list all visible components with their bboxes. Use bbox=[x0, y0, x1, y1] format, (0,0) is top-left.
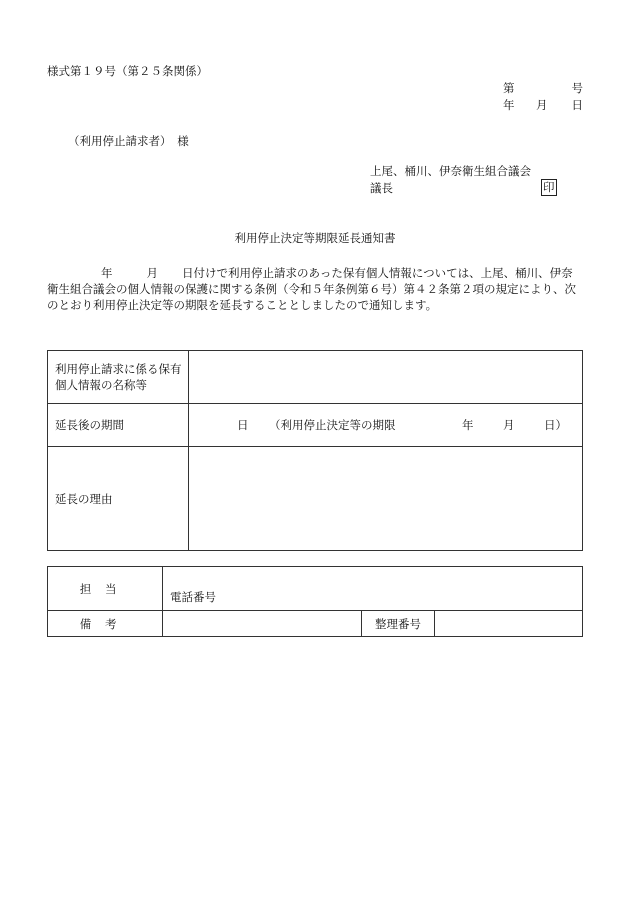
table-row bbox=[48, 611, 583, 637]
extended-period-label: 延長後の期間 bbox=[48, 404, 189, 447]
number-dai: 第 bbox=[503, 81, 515, 95]
number-go: 号 bbox=[571, 81, 583, 95]
date-year: 年 bbox=[503, 98, 515, 112]
body-month: 月 bbox=[146, 266, 158, 280]
form-number: 様式第１９号（第２５条関係） bbox=[47, 64, 208, 78]
addressee: （利用停止請求者） 様 bbox=[68, 134, 189, 148]
issuer-organization: 上尾、桶川、伊奈衛生組合議会 bbox=[370, 164, 531, 178]
extension-reason-value[interactable] bbox=[189, 447, 583, 551]
contact-table bbox=[47, 566, 583, 637]
period-day-end: 日） bbox=[544, 418, 567, 432]
table-row bbox=[48, 404, 583, 447]
phone-cell[interactable] bbox=[163, 567, 583, 611]
details-table bbox=[47, 350, 583, 551]
person-in-charge-label: 担当 bbox=[48, 567, 163, 611]
issuer-title: 議長 bbox=[370, 181, 393, 195]
reference-number-label: 整理番号 bbox=[362, 611, 435, 637]
remarks-value[interactable] bbox=[163, 611, 362, 637]
table-row bbox=[48, 447, 583, 551]
extension-reason-label: 延長の理由 bbox=[48, 447, 189, 551]
table-row bbox=[48, 351, 583, 404]
extended-period-value[interactable] bbox=[189, 404, 583, 447]
date-day: 日 bbox=[571, 98, 583, 112]
period-month: 月 bbox=[503, 418, 515, 432]
request-info-value[interactable] bbox=[189, 351, 583, 404]
phone-label: 電話番号 bbox=[170, 590, 216, 604]
seal-mark: 印 bbox=[543, 180, 555, 194]
document-title: 利用停止決定等期限延長通知書 bbox=[234, 231, 396, 245]
body-year: 年 bbox=[101, 266, 113, 280]
period-day: 日 bbox=[237, 418, 249, 432]
date-month: 月 bbox=[536, 98, 548, 112]
reference-number-value[interactable] bbox=[435, 611, 583, 637]
body-text: 日付けで利用停止請求のあった保有個人情報については、上尾、桶川、伊奈衛生組合議会の個人情報の保護に関する条例（令和５年条例第６号）第４２条第２項の規定により、次のとおり利用停止決定等の期限を延長することとしましたので通知します。 bbox=[47, 266, 576, 312]
request-info-label: 利用停止請求に係る保有個人情報の名称等 bbox=[48, 351, 189, 404]
period-year: 年 bbox=[462, 418, 474, 432]
table-row bbox=[48, 567, 583, 611]
remarks-label: 備考 bbox=[48, 611, 163, 637]
body-paragraph bbox=[47, 265, 583, 313]
period-deadline-label: （利用停止決定等の期限 bbox=[269, 418, 396, 432]
